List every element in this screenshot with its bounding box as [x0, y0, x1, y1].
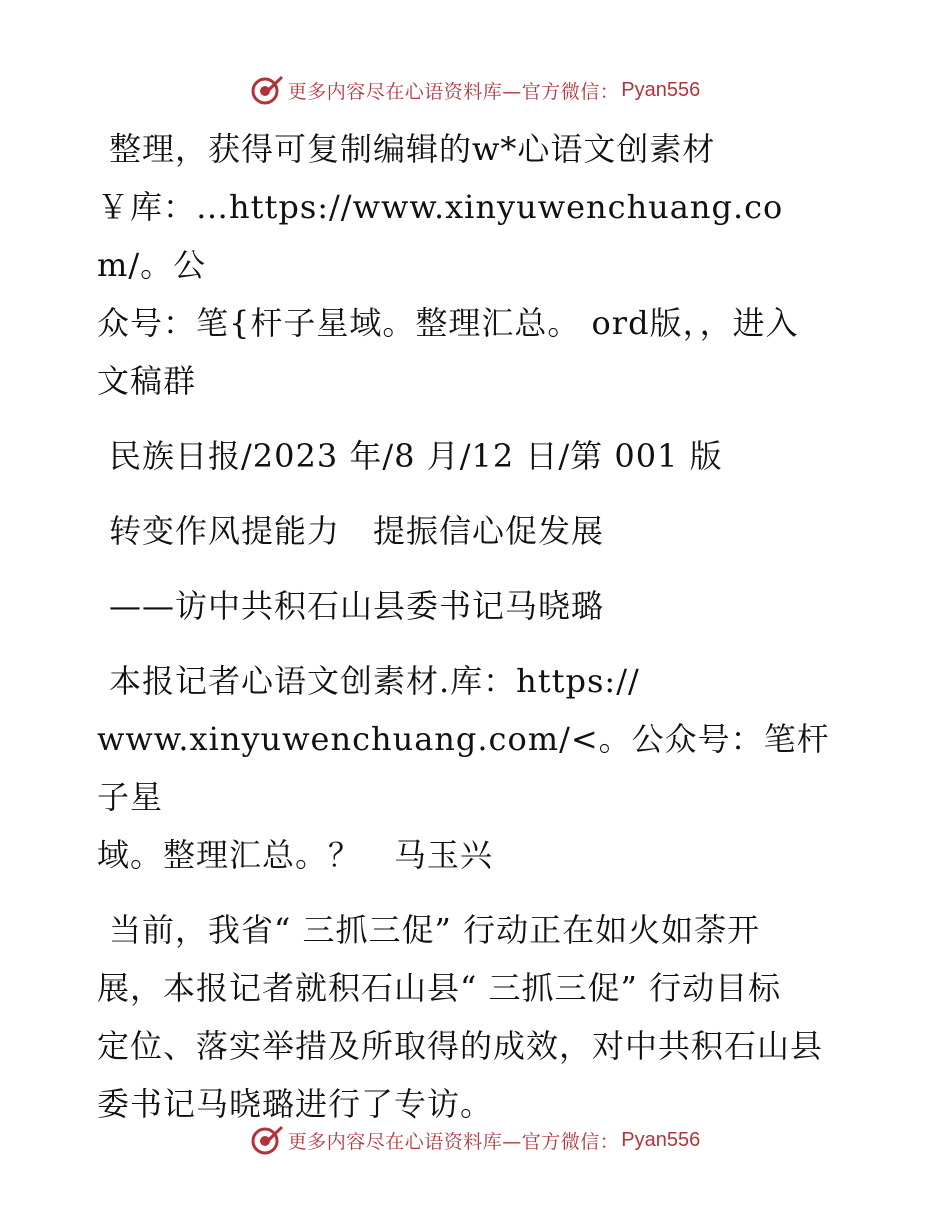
text-line: 当前，我省“ 三抓三促” 行动正在如火如荼开 [109, 911, 761, 949]
text-line: 民族日报/2023 年/8 月/12 日/第 001 版 [109, 437, 723, 475]
byline [97, 652, 857, 884]
text-line: 文稿群 [97, 362, 197, 400]
text-line: ￥库：…https://www.xinyuwenchuang.com/。公 [97, 188, 784, 284]
watermark-handle: Pyan556 [621, 1128, 701, 1151]
watermark-text: 更多内容尽在心语资料库—官方微信： [287, 1130, 620, 1153]
subheadline [97, 577, 857, 635]
intro-paragraph [97, 120, 857, 410]
watermark-text: 更多内容尽在心语资料库—官方微信： [287, 80, 620, 103]
text-line: www.xinyuwenchuang.com/<。公众号：笔杆子星 [97, 720, 830, 816]
text-line: ——访中共积石山县委书记马晓璐 [109, 587, 605, 625]
body-paragraph [97, 901, 857, 1133]
watermark-handle: Pyan556 [621, 78, 701, 101]
footer-watermark [0, 1120, 950, 1160]
dateline [97, 427, 857, 485]
text-line: 众号：笔{杆子星域。整理汇总。 ord版，，进入 [97, 304, 799, 342]
headline [97, 502, 857, 560]
text-line: 转变作风提能力 提振信心促发展 [109, 512, 605, 550]
text-line: 整理，获得可复制编辑的w*心语文创素材 [109, 130, 716, 168]
pen-logo-icon [250, 73, 284, 107]
text-line: 定位、落实举措及所取得的成效，对中共积石山县 [97, 1027, 824, 1065]
text-line: 委书记马晓璐进行了专访。 [97, 1085, 494, 1123]
text-line: 域。整理汇总。？ 马玉兴 [97, 836, 494, 874]
pen-logo-icon [250, 1123, 284, 1157]
header-watermark [0, 70, 950, 110]
text-line: 展，本报记者就积石山县“ 三抓三促” 行动目标 [97, 969, 782, 1007]
text-line: 本报记者心语文创素材.库：https:// [109, 662, 640, 700]
document-body [97, 120, 857, 1150]
